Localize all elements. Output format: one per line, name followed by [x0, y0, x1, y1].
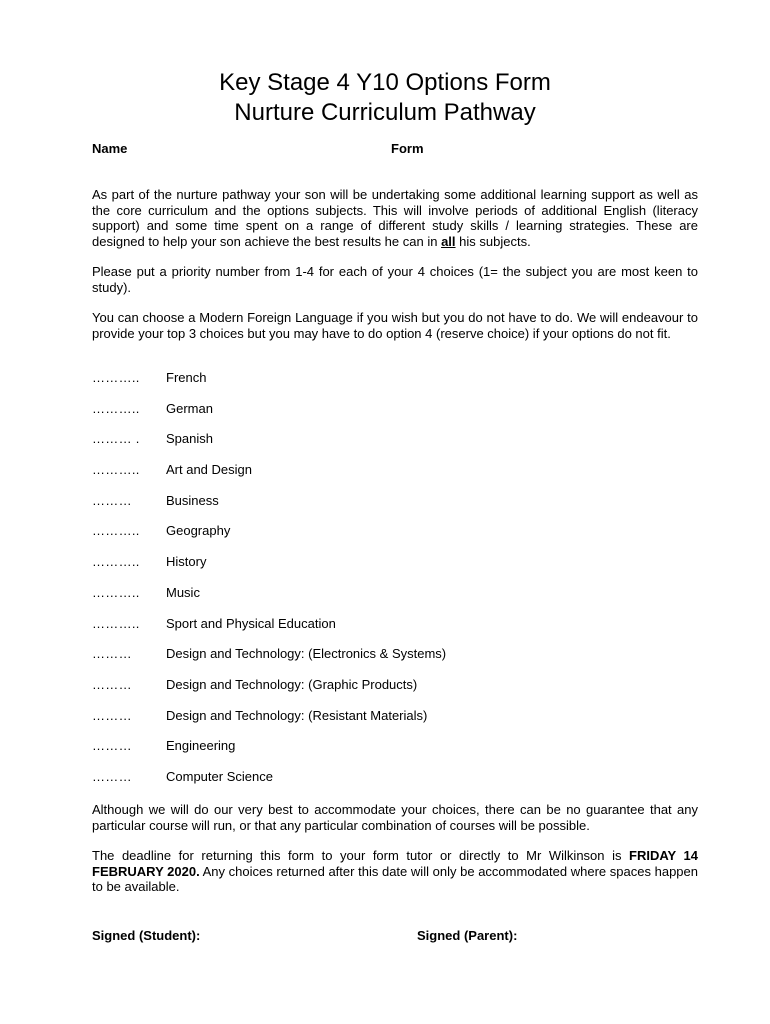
subject-choice-row [92, 708, 698, 739]
priority-number-field[interactable]: ……….. [92, 462, 140, 478]
form-label: Form [391, 141, 424, 156]
subject-choice-row [92, 677, 698, 708]
form-title: Key Stage 4 Y10 Options Form [219, 69, 551, 96]
name-label: Name [92, 141, 128, 156]
subject-name: Geography [166, 523, 231, 539]
priority-number-field[interactable]: ……… [92, 676, 132, 692]
priority-number-field[interactable]: ……… . [92, 431, 140, 447]
subject-name: Spanish [166, 431, 213, 447]
priority-number-field[interactable]: ……….. [92, 400, 140, 416]
subject-choice-row [92, 462, 698, 493]
priority-number-field[interactable]: ……….. [92, 615, 140, 631]
subject-choice-row [92, 585, 698, 616]
subject-choice-row [92, 554, 698, 585]
subject-choice-row [92, 646, 698, 677]
priority-number-field[interactable]: ……….. [92, 584, 140, 600]
subject-name: Computer Science [166, 768, 273, 784]
intro-text-start: As part of the nurture pathway your son will be undertaking some additional learning support as well as the core curriculum and the options subjects. This will involve periods of additional English (literacy support) and some time spent on a range of different study skills / learning strategies. These are designed to help your son achieve the best results he can in [92, 187, 698, 249]
priority-number-field[interactable]: ……… [92, 738, 132, 754]
subject-choice-row [92, 769, 698, 800]
priority-number-field[interactable]: ……….. [92, 554, 140, 570]
subject-choice-row [92, 431, 698, 462]
priority-number-field[interactable]: ……….. [92, 370, 140, 385]
deadline-paragraph [92, 848, 698, 895]
priority-number-field[interactable]: ……… [92, 707, 132, 723]
deadline-date: FRIDAY 14 FEBRUARY 2020. [92, 848, 698, 879]
priority-number-field[interactable]: ……… [92, 492, 132, 508]
subject-name: German [166, 400, 213, 416]
subject-name: Sport and Physical Education [166, 615, 336, 631]
priority-number-field[interactable]: ……… [92, 646, 132, 662]
subject-choice-row [92, 401, 698, 432]
priority-number-field[interactable]: ……….. [92, 523, 140, 539]
priority-instruction: Please put a priority number from 1-4 for each of your 4 choices (1= the subject you are most keen to study). [92, 264, 698, 295]
subject-choice-row [92, 738, 698, 769]
subject-choice-row [92, 493, 698, 524]
intro-paragraph [92, 187, 698, 249]
intro-emphasis: all [441, 233, 456, 249]
subject-choice-list [92, 370, 698, 800]
language-note: You can choose a Modern Foreign Language if you wish but you do not have to do. We will endeavour to provide your top 3 choices but you may have to do option 4 (reserve choice) if your options do not fit. [92, 310, 698, 341]
guarantee-note: Although we will do our very best to accommodate your choices, there can be no guarantee that any particular course will run, or that any particular combination of courses will be possible. [92, 802, 698, 833]
subject-name: Engineering [166, 738, 236, 754]
intro-text-end: his subjects. [455, 233, 531, 249]
subject-name: Design and Technology: (Graphic Products) [166, 676, 418, 692]
subject-name: Music [166, 584, 200, 600]
subject-choice-row [92, 616, 698, 647]
subject-name: History [166, 554, 207, 570]
deadline-text-end: Any choices returned after this date will only be accommodated where spaces happen to be available. [92, 863, 698, 894]
signed-student-label: Signed (Student): [92, 928, 201, 943]
deadline-text-start: The deadline for returning this form to your form tutor or directly to Mr Wilkinson is [92, 848, 630, 863]
subject-name: French [166, 370, 207, 385]
priority-number-field[interactable]: ……… [92, 768, 132, 784]
subject-name: Design and Technology: (Electronics & Systems) [166, 646, 447, 662]
subject-name: Business [166, 492, 219, 508]
subject-name: Art and Design [166, 462, 252, 478]
subject-name: Design and Technology: (Resistant Materials) [166, 707, 428, 723]
subject-choice-row [92, 370, 698, 401]
signed-parent-label: Signed (Parent): [417, 928, 518, 943]
subject-choice-row [92, 523, 698, 554]
form-subtitle: Nurture Curriculum Pathway [234, 99, 536, 126]
